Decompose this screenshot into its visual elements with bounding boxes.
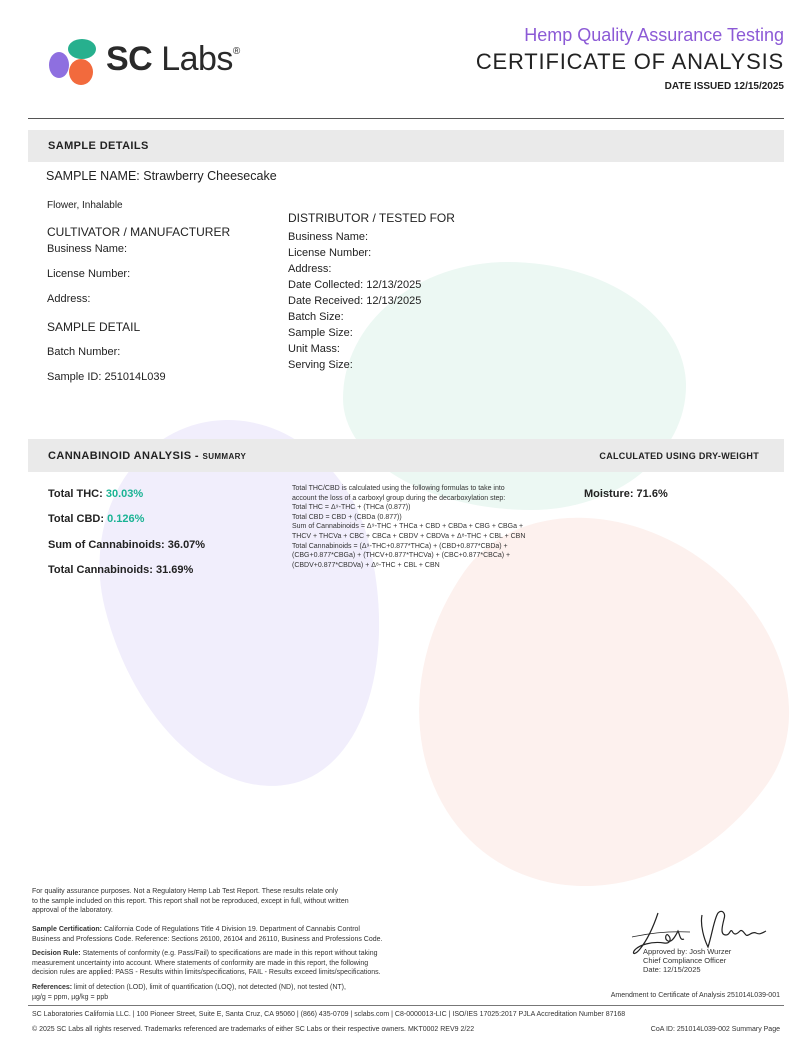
- cannabinoid-title-main: CANNABINOID ANALYSIS -: [48, 450, 203, 462]
- logo-bold: SC: [106, 40, 153, 78]
- cert-label: Sample Certification:: [32, 926, 103, 933]
- cultivator-license-number: License Number:: [47, 268, 131, 280]
- total-thc-value: 30.03%: [105, 488, 144, 500]
- formula-line: Total THC/CBD is calculated using the following formulas to take into: [292, 485, 505, 492]
- qa-note-line: approval of the laboratory.: [32, 907, 113, 915]
- decision-label: Decision Rule:: [32, 950, 81, 957]
- footer-divider: [28, 1005, 784, 1006]
- formula-line: Total THC = Δ⁹-THC + (THCa (0.877)): [292, 504, 411, 512]
- approver-title: Chief Compliance Officer: [643, 956, 727, 965]
- sample-name: SAMPLE NAME: Strawberry Cheesecake: [46, 169, 277, 183]
- references-text: µg/g = ppm, µg/kg = ppb: [32, 993, 109, 1001]
- decision-text: measurement uncertainty into account. Where statements of conformity are made in this report, the following: [32, 959, 369, 967]
- qa-note-line: to the sample included on this report. This report shall not be reproduced, except in full, without written: [32, 897, 349, 905]
- formula-line: Total Cannabinoids = (Δ⁹-THC+0.877*THCa) + (CBD+0.877*CBDa) +: [292, 542, 508, 550]
- cert-text: California Code of Regulations Title 4 Division 19. Department of Cannabis Control: [102, 926, 360, 933]
- references-label: References:: [32, 984, 73, 991]
- date-received: Date Received: 12/13/2025: [288, 295, 422, 307]
- formula-line: account the loss of a carboxyl group during the decarboxylation step:: [292, 494, 506, 502]
- cultivator-heading: CULTIVATOR / MANUFACTURER: [47, 225, 231, 239]
- distributor-heading: DISTRIBUTOR / TESTED FOR: [288, 211, 455, 225]
- total-cannabinoids: Total Cannabinoids: 31.69%: [48, 564, 194, 576]
- moisture: Moisture: 71.6%: [584, 488, 668, 500]
- sample-id: Sample ID: 251014L039: [47, 371, 166, 383]
- coa-id: CoA ID: 251014L039-002 Summary Page: [650, 1026, 780, 1033]
- cultivator-business-name: Business Name:: [47, 243, 128, 255]
- total-cbd: [48, 513, 144, 525]
- copyright-line: © 2025 SC Labs all rights reserved. Trademarks referenced are trademarks of either SC Labs or their respective owners. MKT0002 REV9 2/22: [32, 1026, 475, 1033]
- cannabinoid-band: [28, 439, 784, 472]
- lab-address-line: SC Laboratories California LLC. | 100 Pioneer Street, Suite E, Santa Cruz, CA 95060 | (866) 435-0709 | sclabs.com | C8-0000013-LIC | ISO/IES 17025:2017 PJLA Accreditation Number 87168: [32, 1011, 626, 1018]
- formula-line: (CBDV+0.877*CBDVa) + Δ⁸-THC + CBL + CBN: [292, 561, 440, 569]
- qa-note: [32, 887, 452, 916]
- qa-note-line: For quality assurance purposes. Not a Regulatory Hemp Lab Test Report. These results relate only: [32, 888, 338, 895]
- sample-details-band: [28, 130, 784, 162]
- total-thc-label: Total THC:: [48, 488, 106, 500]
- sum-of-cannabinoids: Sum of Cannabinoids: 36.07%: [48, 539, 206, 551]
- distributor-address: Address:: [288, 263, 332, 275]
- cannabinoid-title: [48, 450, 246, 462]
- decision-text: decision rules are applied: PASS - Results within limits/specifications, FAIL - Results exceed limits/specifications.: [32, 969, 381, 977]
- total-cbd-value: 0.126%: [107, 513, 145, 525]
- sample-category: Flower, Inhalable: [47, 200, 123, 211]
- serving-size: Serving Size:: [288, 359, 353, 371]
- report-title: CERTIFICATE OF ANALYSIS: [475, 49, 784, 74]
- unit-mass: Unit Mass:: [288, 343, 340, 355]
- dry-weight-label: CALCULATED USING DRY-WEIGHT: [599, 451, 759, 461]
- sample-certification: [32, 925, 452, 944]
- sc-labs-logo-icon: [44, 36, 102, 88]
- formula-line: Sum of Cannabinoids = Δ⁹-THC + THCa + CBD + CBDa + CBG + CBGa +: [292, 523, 524, 531]
- sample-details-title: SAMPLE DETAILS: [48, 140, 149, 152]
- decision-text: Statements of conformity (e.g. Pass/Fail) to specifications are made in this report without taking: [80, 950, 378, 957]
- references-text: limit of detection (LOD), limit of quantification (LOQ), not detected (ND), not tested (NT),: [72, 984, 346, 991]
- report-subtitle: Hemp Quality Assurance Testing: [524, 25, 784, 45]
- sample-detail-heading: SAMPLE DETAIL: [47, 320, 141, 334]
- distributor-business-name: Business Name:: [288, 231, 369, 243]
- distributor-license-number: License Number:: [288, 247, 372, 259]
- approved-by: Approved by: Josh Wurzer: [643, 947, 732, 956]
- cannabinoid-title-suffix: SUMMARY: [202, 452, 247, 461]
- approved-date: Date: 12/15/2025: [643, 965, 701, 974]
- date-collected: Date Collected: 12/13/2025: [288, 279, 422, 291]
- date-issued: DATE ISSUED 12/15/2025: [664, 81, 784, 92]
- decision-rule: [32, 949, 452, 978]
- batch-number: Batch Number:: [47, 346, 121, 358]
- formula-line: THCV + THCVa + CBC + CBCa + CBDV + CBDVa + Δ⁸-THC + CBL + CBN: [292, 532, 526, 540]
- logo-light: Labs: [161, 40, 233, 78]
- batch-size: Batch Size:: [288, 311, 344, 323]
- formula-notes: [292, 484, 567, 570]
- total-thc: [48, 488, 143, 500]
- cultivator-address: Address:: [47, 293, 91, 305]
- references: [32, 983, 452, 1002]
- formula-line: (CBG+0.877*CBGa) + (THCV+0.877*THCVa) + (CBC+0.877*CBCa) +: [292, 552, 511, 560]
- logo-wordmark: [106, 40, 240, 79]
- cert-text: Business and Professions Code. Reference: Sections 26100, 26104 and 26110, Business and Professions Code.: [32, 935, 383, 943]
- formula-line: Total CBD = CBD + (CBDa (0.877)): [292, 513, 402, 521]
- header-divider: [28, 118, 784, 119]
- sample-size: Sample Size:: [288, 327, 353, 339]
- amendment-note: Amendment to Certificate of Analysis 251014L039-001: [610, 992, 780, 999]
- registered-mark: ®: [232, 46, 240, 57]
- total-cbd-label: Total CBD:: [48, 513, 108, 525]
